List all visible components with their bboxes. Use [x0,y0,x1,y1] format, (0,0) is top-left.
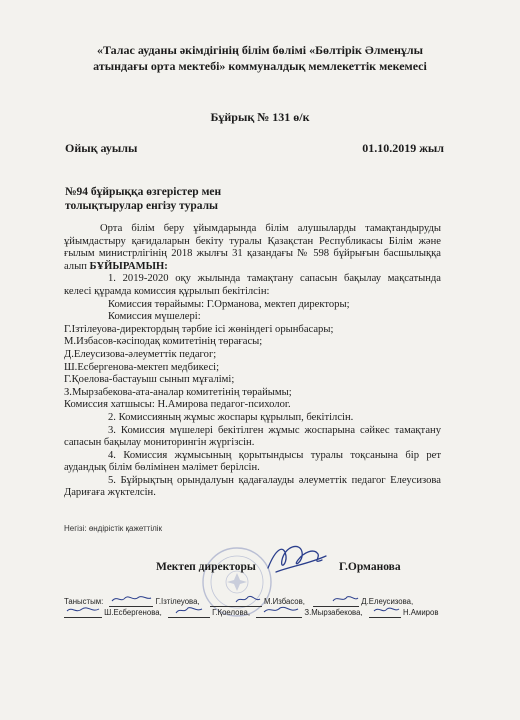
signature-icon [168,605,210,615]
order-body [64,223,441,500]
signature-icon [256,605,302,615]
signature-line [64,605,102,618]
org-line-2: атындағы орта мектебі» коммуналдық мемлекеттік мекемесі [93,59,427,73]
intro-paragraph [64,223,441,273]
subject-line-1: №94 бұйрыққа өзгерістер мен [65,186,222,198]
ack-name: З.Мырзабекова, [304,608,363,617]
acknowledgement-label: Таныстым: [64,597,104,606]
order-date: 01.10.2019 жыл [362,141,444,155]
member-6: З.Мырзабекова-ата-аналар комитетінің төрайымы; [64,386,292,398]
commission-secretary: Комиссия хатшысы: Н.Амирова педагог-психолог. [64,399,291,411]
member-1: Г.Ізтілеуова-директордың тәрбие ісі жөніндегі орынбасары; [64,323,334,335]
signature-line [369,605,401,618]
item-4: 4. Комиссия жұмысының қорытындысы туралы тоқсанына бір рет аудандық білім бөлімінен мәлімет берілсін. [64,449,441,474]
ack-name: М.Избасов, [263,597,305,606]
ack-name: Г.Қоелова, [212,608,251,617]
commission-chair: Комиссия төрайымы: Г.Орманова, мектеп директоры; [108,298,350,310]
organization-header [60,42,460,74]
ack-name: Н.Амиров [402,608,439,617]
item-2: 2. Комиссияның жұмыс жоспары құрылып, бекітілсін. [108,411,354,423]
member-4: Ш.Есбергенова-мектеп медбикесі; [64,361,220,373]
member-5: Г.Қоелова-бастауыш сынып мұғалімі; [64,374,235,386]
members-title: Комиссия мүшелері: [108,311,201,323]
director-signature-icon [262,538,332,578]
item-3: 3. Комиссия мүшелері бекітілген жұмыс жоспарына сәйкес тамақтану сапасын бақылау мониторингін жүргізсін. [64,424,441,449]
ack-name: Ш.Есбергенова, [104,608,162,617]
signature-line [168,605,210,618]
ack-name: Г.Ізтілеуова, [155,597,200,606]
acknowledgement-row-2 [64,605,439,618]
order-subject [65,185,315,213]
subject-line-2: толықтырулар енгізу туралы [65,200,219,212]
signature-icon [109,594,153,604]
signature-icon [64,605,102,615]
member-2: М.Избасов-кәсіподақ комитетінің төрағасы; [64,336,263,348]
signature-icon [313,594,359,604]
order-basis: Негізі: өндірістік қажеттілік [64,524,163,533]
ack-name: Д.Елеусизова, [361,597,414,606]
item-1: 1. 2019-2020 оқу жылында тамақтану сапасын бақылау мақсатында келесі құрамда комиссия құрылып бекітілсін: [64,273,441,297]
director-name: Г.Орманова [339,561,401,573]
intro-text: Орта білім беру ұйымдарында білім алушыларды тамақтандыруды ұйымдастыру қағидаларын бекіту туралы Қазақстан Республикасы Білім және ғылым министрлігінің 2018 жылғы 31 қазандағы № 598 бұйрығын басшылыққа алып [64,223,441,272]
item-5: 5. Бұйрықтың орындалуын қадағалауды әлеуметтік педагог Елеусизова Дариғаға жүктелсін. [64,474,441,499]
order-number: Бұйрық № 131 ө/к [210,110,310,124]
signature-line [256,605,302,618]
command-word: БҰЙЫРАМЫН: [89,260,168,272]
director-title: Мектеп директоры [156,561,256,573]
signature-icon [369,605,401,615]
order-place: Ойық ауылы [65,141,138,155]
org-line-1: «Талас ауданы әкімдігінің білім бөлімі «Бөлтірік Әлменұлы [96,43,424,57]
signature-icon [210,594,262,604]
member-3: Д.Елеусизова-әлеуметтік педагог; [64,348,217,360]
